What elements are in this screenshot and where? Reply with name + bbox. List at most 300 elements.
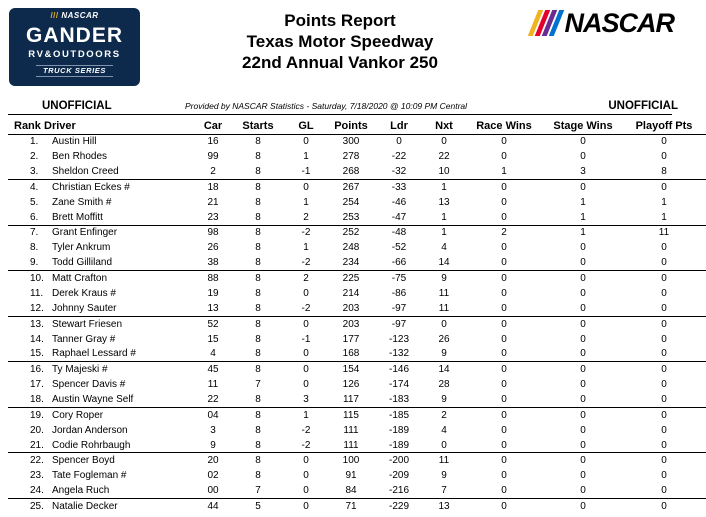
cell-starts: 8 — [255, 136, 261, 148]
cell-stage-wins: 0 — [580, 333, 586, 345]
table-row — [8, 286, 706, 301]
cell-gl: 1 — [303, 242, 309, 254]
cell-starts: 7 — [255, 379, 261, 391]
table-row — [8, 483, 706, 498]
cell-playoff-pts: 0 — [661, 439, 667, 451]
cell-nxt: 7 — [441, 485, 447, 497]
cell-race-wins: 2 — [464, 225, 544, 240]
cell-stage-wins: 0 — [580, 439, 586, 451]
cell-race-wins: 0 — [501, 302, 507, 314]
cell-driver: Tyler Ankrum — [52, 242, 111, 254]
cell-rank: 3. — [30, 166, 39, 178]
cell-rank: 13. — [8, 316, 42, 331]
cell-stage-wins: 0 — [580, 485, 586, 497]
cell-race-wins: 0 — [501, 424, 507, 436]
cell-gl: 0 — [284, 499, 328, 514]
cell-points: 111 — [343, 424, 359, 436]
cell-rank: 20. — [30, 424, 44, 436]
cell-points: 268 — [342, 166, 360, 178]
cell-nxt: 0 — [441, 439, 447, 451]
cell-starts: 8 — [255, 333, 261, 345]
cell-gl: 0 — [284, 362, 328, 377]
cell-points: 84 — [345, 485, 357, 497]
cell-starts: 8 — [232, 271, 284, 286]
cell-driver: Matt Crafton — [42, 271, 194, 286]
cell-race-wins: 0 — [501, 439, 507, 451]
cell-ldr: -132 — [388, 348, 409, 360]
cell-car: 22 — [207, 394, 219, 406]
header-divider — [8, 114, 672, 115]
table-row — [8, 180, 706, 195]
unofficial-label-left: UNOFFICIAL — [42, 100, 112, 112]
cell-stage-wins: 0 — [544, 316, 622, 331]
cell-ldr: -33 — [374, 180, 424, 195]
cell-playoff-pts: 0 — [661, 485, 667, 497]
series-logo-truck-series: TRUCK SERIES — [36, 65, 113, 77]
cell-race-wins: 0 — [501, 242, 507, 254]
cell-ldr: -97 — [391, 302, 407, 314]
cell-ldr: -229 — [374, 499, 424, 514]
cell-playoff-pts: 0 — [622, 407, 706, 422]
cell-starts: 8 — [232, 225, 284, 240]
cell-car: 18 — [194, 180, 232, 195]
cell-nxt: 1 — [441, 211, 447, 223]
gander-truck-series-logo — [9, 8, 140, 86]
cell-rank: 1. — [30, 136, 39, 148]
column-header-stage-wins: Stage Wins — [553, 120, 613, 133]
cell-car: 19 — [207, 287, 219, 299]
cell-starts: 8 — [255, 348, 261, 360]
cell-starts: 8 — [255, 242, 261, 254]
cell-driver: Angela Ruch — [52, 485, 110, 497]
nascar-wordmark: NASCAR — [564, 7, 674, 38]
cell-gl: 0 — [284, 180, 328, 195]
cell-nxt: 26 — [438, 333, 450, 345]
cell-car: 2 — [210, 166, 216, 178]
cell-ldr: -183 — [388, 394, 409, 406]
cell-playoff-pts: 0 — [661, 242, 667, 254]
cell-starts: 8 — [255, 211, 261, 223]
cell-starts: 8 — [232, 453, 284, 468]
cell-ldr: -146 — [374, 362, 424, 377]
cell-ldr: -189 — [388, 424, 409, 436]
cell-ldr: -200 — [374, 453, 424, 468]
cell-race-wins: 0 — [501, 287, 507, 299]
column-header-points: Points — [334, 120, 368, 133]
cell-rank: 22. — [8, 453, 42, 468]
cell-starts: 8 — [232, 362, 284, 377]
cell-gl: 0 — [303, 136, 309, 148]
cell-rank: 14. — [30, 333, 44, 345]
cell-playoff-pts: 1 — [661, 211, 667, 223]
cell-stage-wins: 0 — [580, 379, 586, 391]
cell-stage-wins: 0 — [580, 470, 586, 482]
nascar-logo — [514, 6, 674, 40]
cell-points: 203 — [342, 302, 360, 314]
report-titles — [150, 10, 530, 73]
cell-driver: Jordan Anderson — [52, 424, 128, 436]
cell-playoff-pts: 11 — [622, 225, 706, 240]
cell-ldr: -32 — [391, 166, 407, 178]
cell-gl: -1 — [301, 166, 311, 178]
cell-points: 254 — [342, 196, 360, 208]
column-header-race-wins: Race Wins — [476, 120, 532, 133]
cell-rank: 21. — [30, 439, 44, 451]
cell-stage-wins: 0 — [580, 136, 586, 148]
cell-nxt: 2 — [424, 407, 464, 422]
table-row — [8, 331, 706, 346]
cell-rank: 7. — [8, 225, 42, 240]
cell-nxt: 9 — [441, 394, 447, 406]
cell-rank: 11. — [30, 287, 44, 299]
cell-points: 300 — [342, 136, 360, 148]
cell-gl: -1 — [301, 333, 311, 345]
cell-starts: 8 — [255, 257, 261, 269]
cell-playoff-pts: 0 — [661, 379, 667, 391]
cell-nxt: 11 — [438, 287, 450, 299]
cell-starts: 5 — [232, 499, 284, 514]
table-row — [8, 362, 706, 377]
report-title: Points Report — [284, 11, 396, 30]
cell-points: 91 — [345, 470, 357, 482]
cell-ldr: -47 — [391, 211, 407, 223]
race-name: 22nd Annual Vankor 250 — [242, 53, 438, 72]
cell-race-wins: 0 — [464, 362, 544, 377]
cell-stage-wins: 3 — [580, 166, 586, 178]
cell-nxt: 10 — [438, 166, 450, 178]
cell-gl: 2 — [303, 211, 309, 223]
cell-starts: 8 — [232, 316, 284, 331]
table-row — [8, 453, 706, 468]
cell-car: 16 — [207, 136, 219, 148]
column-header-rank: Rank — [14, 120, 41, 133]
cell-nxt: 9 — [441, 470, 447, 482]
cell-car: 99 — [207, 151, 219, 163]
cell-nxt: 4 — [441, 424, 447, 436]
cell-gl: 0 — [303, 287, 309, 299]
cell-points: 214 — [342, 287, 360, 299]
cell-race-wins: 0 — [501, 379, 507, 391]
cell-gl: 1 — [284, 407, 328, 422]
column-header-gl: GL — [298, 120, 314, 133]
cell-starts: 8 — [255, 424, 261, 436]
cell-stage-wins: 0 — [580, 302, 586, 314]
cell-nxt: 9 — [424, 271, 464, 286]
table-row — [8, 134, 706, 149]
cell-ldr: -189 — [388, 439, 409, 451]
cell-ldr: -75 — [374, 271, 424, 286]
cell-playoff-pts: 0 — [661, 287, 667, 299]
cell-playoff-pts: 8 — [661, 166, 667, 178]
cell-driver: Johnny Sauter — [52, 302, 117, 314]
cell-playoff-pts: 0 — [622, 316, 706, 331]
cell-driver: Spencer Davis # — [52, 379, 126, 391]
cell-rank: 24. — [30, 485, 44, 497]
cell-playoff-pts: 0 — [622, 271, 706, 286]
cell-car: 9 — [210, 439, 216, 451]
cell-driver: Sheldon Creed — [52, 166, 119, 178]
cell-stage-wins: 0 — [544, 499, 622, 514]
cell-starts: 8 — [255, 196, 261, 208]
cell-race-wins: 0 — [501, 333, 507, 345]
cell-playoff-pts: 0 — [622, 362, 706, 377]
cell-driver: Natalie Decker — [42, 499, 194, 514]
column-header-playoff-pts: Playoff Pts — [635, 120, 693, 133]
cell-driver: Austin Wayne Self — [52, 394, 134, 406]
cell-race-wins: 0 — [501, 485, 507, 497]
cell-rank: 16. — [8, 362, 42, 377]
cell-playoff-pts: 0 — [661, 394, 667, 406]
column-header-car: Car — [203, 120, 223, 133]
cell-rank: 23. — [30, 470, 44, 482]
table-row — [8, 438, 706, 453]
cell-starts: 8 — [255, 151, 261, 163]
cell-ldr: -46 — [391, 196, 407, 208]
cell-nxt: 1 — [424, 225, 464, 240]
cell-gl: 2 — [284, 271, 328, 286]
cell-driver: Grant Enfinger — [42, 225, 194, 240]
cell-playoff-pts: 0 — [622, 180, 706, 195]
table-row — [8, 225, 706, 240]
cell-nxt: 9 — [441, 348, 447, 360]
cell-points: 252 — [328, 225, 374, 240]
cell-nxt: 28 — [438, 379, 450, 391]
cell-points: 115 — [328, 407, 374, 422]
cell-starts: 8 — [255, 166, 261, 178]
cell-ldr: -86 — [391, 287, 407, 299]
column-header-ldr: Ldr — [390, 120, 408, 133]
cell-nxt: 22 — [438, 151, 450, 163]
cell-driver: Stewart Friesen — [42, 316, 194, 331]
cell-race-wins: 0 — [501, 470, 507, 482]
cell-points: 253 — [342, 211, 360, 223]
cell-stage-wins: 0 — [580, 348, 586, 360]
cell-gl: -2 — [284, 225, 328, 240]
cell-race-wins: 0 — [501, 348, 507, 360]
cell-ldr: -123 — [388, 333, 409, 345]
cell-stage-wins: 0 — [544, 362, 622, 377]
cell-starts: 8 — [255, 394, 261, 406]
cell-ldr: -66 — [391, 257, 407, 269]
table-row — [8, 392, 706, 407]
cell-car: 3 — [210, 424, 216, 436]
cell-playoff-pts: 1 — [661, 196, 667, 208]
cell-car: 44 — [194, 499, 232, 514]
cell-ldr: -97 — [374, 316, 424, 331]
cell-car: 04 — [194, 407, 232, 422]
unofficial-label-right: UNOFFICIAL — [608, 100, 678, 112]
cell-car: 00 — [207, 485, 219, 497]
cell-driver: Tanner Gray # — [52, 333, 116, 345]
cell-race-wins: 0 — [501, 196, 507, 208]
cell-starts: 8 — [255, 439, 261, 451]
cell-car: 52 — [194, 316, 232, 331]
cell-rank: 25. — [8, 499, 42, 514]
cell-stage-wins: 0 — [580, 394, 586, 406]
cell-playoff-pts: 0 — [661, 348, 667, 360]
cell-points: 126 — [342, 379, 360, 391]
cell-nxt: 14 — [438, 257, 450, 269]
cell-race-wins: 0 — [464, 453, 544, 468]
table-header-row — [8, 119, 706, 134]
cell-car: 98 — [194, 225, 232, 240]
cell-rank: 8. — [30, 242, 39, 254]
cell-driver: Todd Gilliland — [52, 257, 113, 269]
cell-ldr: 0 — [396, 136, 402, 148]
cell-rank: 12. — [30, 302, 44, 314]
cell-playoff-pts: 0 — [622, 453, 706, 468]
cell-gl: 0 — [284, 453, 328, 468]
cell-race-wins: 0 — [501, 394, 507, 406]
cell-points: 168 — [342, 348, 360, 360]
cell-gl: 3 — [303, 394, 309, 406]
cell-rank: 15. — [30, 348, 44, 360]
cell-points: 203 — [328, 316, 374, 331]
cell-playoff-pts: 0 — [661, 136, 667, 148]
cell-driver: Cory Roper — [42, 407, 194, 422]
cell-gl: 0 — [284, 316, 328, 331]
cell-rank: 10. — [8, 271, 42, 286]
cell-car: 02 — [207, 470, 219, 482]
points-table — [8, 119, 706, 514]
sub-header — [0, 100, 680, 114]
table-row — [8, 301, 706, 316]
cell-gl: 0 — [303, 348, 309, 360]
cell-car: 38 — [207, 257, 219, 269]
cell-playoff-pts: 0 — [661, 333, 667, 345]
cell-nxt: 4 — [441, 242, 447, 254]
cell-points: 267 — [328, 180, 374, 195]
cell-gl: 0 — [303, 470, 309, 482]
cell-ldr: -209 — [388, 470, 409, 482]
table-row — [8, 271, 706, 286]
table-row — [8, 423, 706, 438]
cell-gl: 0 — [303, 379, 309, 391]
cell-gl: -2 — [301, 439, 311, 451]
cell-race-wins: 0 — [501, 151, 507, 163]
table-row — [8, 468, 706, 483]
cell-nxt: 0 — [441, 136, 447, 148]
cell-playoff-pts: 0 — [661, 302, 667, 314]
cell-rank: 19. — [8, 407, 42, 422]
cell-race-wins: 0 — [464, 316, 544, 331]
cell-gl: 1 — [303, 151, 309, 163]
cell-nxt: 13 — [424, 499, 464, 514]
cell-race-wins: 0 — [501, 257, 507, 269]
table-row — [8, 347, 706, 362]
cell-driver: Ty Majeski # — [42, 362, 194, 377]
cell-ldr: -48 — [374, 225, 424, 240]
table-row — [8, 256, 706, 271]
cell-rank: 6. — [30, 211, 39, 223]
column-header-starts: Starts — [242, 120, 274, 133]
cell-driver: Tate Fogleman # — [52, 470, 127, 482]
table-row — [8, 377, 706, 392]
cell-car: 20 — [194, 453, 232, 468]
cell-stage-wins: 0 — [544, 453, 622, 468]
column-header-driver: Driver — [44, 120, 76, 133]
cell-car: 15 — [207, 333, 219, 345]
series-logo-top: /// NASCAR — [50, 11, 99, 20]
cell-nxt: 11 — [438, 302, 450, 314]
table-row — [8, 499, 706, 514]
cell-points: 177 — [342, 333, 360, 345]
table-row — [8, 164, 706, 179]
cell-stage-wins: 0 — [580, 151, 586, 163]
cell-points: 111 — [343, 439, 359, 451]
cell-nxt: 0 — [424, 316, 464, 331]
cell-rank: 4. — [8, 180, 42, 195]
cell-nxt: 14 — [424, 362, 464, 377]
cell-rank: 17. — [30, 379, 44, 391]
cell-stage-wins: 0 — [544, 407, 622, 422]
cell-driver: Zane Smith # — [52, 196, 112, 208]
table-row — [8, 210, 706, 225]
cell-stage-wins: 0 — [580, 287, 586, 299]
cell-driver: Christian Eckes # — [42, 180, 194, 195]
cell-stage-wins: 0 — [580, 424, 586, 436]
cell-nxt: 13 — [438, 196, 450, 208]
cell-points: 278 — [342, 151, 360, 163]
cell-car: 13 — [207, 302, 219, 314]
cell-nxt: 11 — [424, 453, 464, 468]
table-row — [8, 407, 706, 422]
cell-points: 100 — [328, 453, 374, 468]
cell-starts: 8 — [255, 302, 261, 314]
cell-ldr: -52 — [391, 242, 407, 254]
provided-by-text: Provided by NASCAR Statistics - Saturday, 7/18/2020 @ 10:09 PM Central — [185, 101, 468, 111]
cell-points: 71 — [328, 499, 374, 514]
cell-starts: 8 — [255, 470, 261, 482]
cell-gl: -2 — [301, 302, 311, 314]
table-row — [8, 149, 706, 164]
cell-starts: 7 — [255, 485, 261, 497]
cell-gl: -2 — [301, 424, 311, 436]
cell-gl: 1 — [303, 196, 309, 208]
cell-playoff-pts: 0 — [661, 470, 667, 482]
cell-points: 234 — [342, 257, 360, 269]
cell-playoff-pts: 0 — [661, 257, 667, 269]
cell-rank: 9. — [30, 257, 39, 269]
cell-driver: Ben Rhodes — [52, 151, 108, 163]
cell-car: 4 — [210, 348, 216, 360]
cell-points: 248 — [342, 242, 360, 254]
track-name: Texas Motor Speedway — [246, 32, 434, 51]
cell-stage-wins: 1 — [580, 196, 586, 208]
cell-gl: -2 — [301, 257, 311, 269]
cell-stage-wins: 0 — [580, 242, 586, 254]
cell-ldr: -216 — [388, 485, 409, 497]
table-body — [8, 134, 706, 514]
cell-race-wins: 0 — [464, 499, 544, 514]
cell-playoff-pts: 0 — [622, 499, 706, 514]
cell-car: 21 — [207, 196, 219, 208]
cell-playoff-pts: 0 — [661, 424, 667, 436]
cell-ldr: -185 — [374, 407, 424, 422]
cell-driver: Codie Rohrbaugh — [52, 439, 131, 451]
cell-stage-wins: 1 — [580, 211, 586, 223]
nascar-stripes-icon — [533, 10, 561, 36]
table-row — [8, 195, 706, 210]
column-header-nxt: Nxt — [435, 120, 453, 133]
cell-race-wins: 0 — [501, 136, 507, 148]
cell-race-wins: 0 — [464, 271, 544, 286]
cell-car: 45 — [194, 362, 232, 377]
series-logo-gander: GANDER — [25, 24, 123, 47]
cell-car: 88 — [194, 271, 232, 286]
cell-stage-wins: 0 — [580, 257, 586, 269]
cell-points: 225 — [328, 271, 374, 286]
